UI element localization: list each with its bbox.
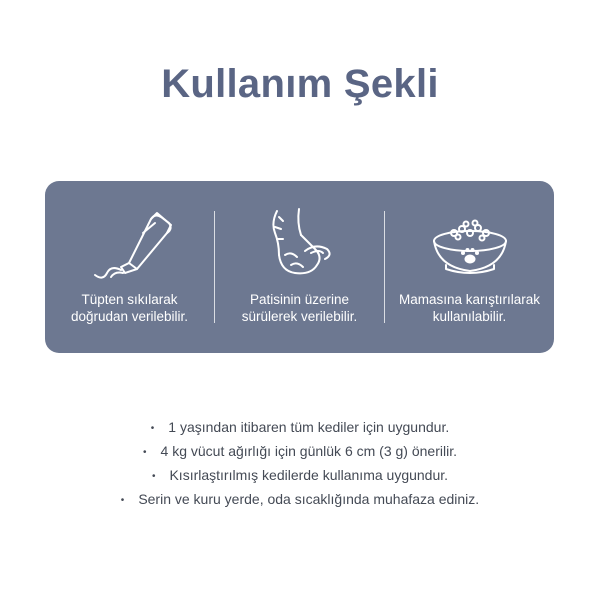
- list-item: • 4 kg vücut ağırlığı için günlük 6 cm (3 g) önerilir.: [143, 443, 457, 459]
- feature-bowl: [385, 181, 554, 353]
- page-title: Kullanım Şekli: [161, 62, 439, 106]
- feature-paw: [215, 181, 384, 353]
- list-item: • 1 yaşından itibaren tüm kediler için uygundur.: [150, 419, 450, 435]
- feature-label: Tüpten sıkılarak doğrudan verilebilir.: [70, 292, 189, 324]
- usage-list: [0, 416, 600, 512]
- usage-panel: [45, 181, 554, 353]
- feature-label: Patisinin üzerine sürülerek verilebilir.: [241, 292, 358, 324]
- feature-label: Mamasına karıştırılarak kullanılabilir.: [398, 292, 541, 324]
- tube-icon: [85, 203, 175, 283]
- food-bowl-icon: [420, 203, 520, 283]
- list-item: • Serin ve kuru yerde, oda sıcaklığında muhafaza ediniz.: [120, 491, 480, 507]
- paw-icon: [255, 203, 345, 283]
- list-item: • Kısırlaştırılmış kedilerde kullanıma uygundur.: [151, 467, 449, 483]
- feature-tube: [45, 181, 214, 353]
